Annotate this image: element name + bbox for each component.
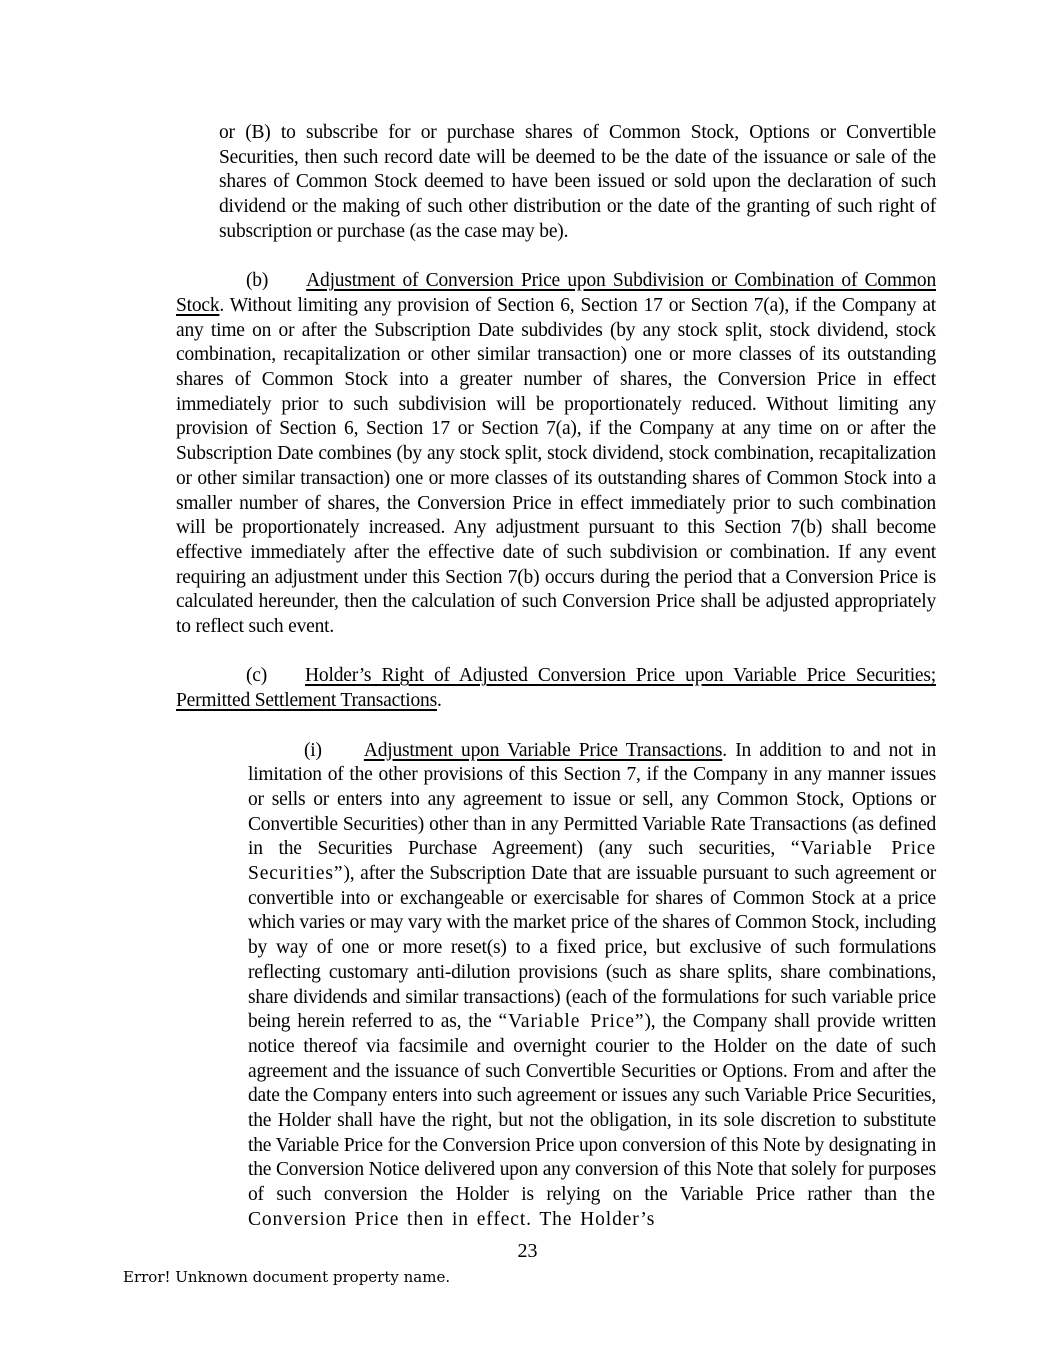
page-number: 23 xyxy=(517,1240,538,1262)
alt-font-run: “Variable Price” xyxy=(498,1011,645,1033)
heading-run: Adjustment of Conversion Price upon Subdivision or Combination of Common Stock xyxy=(176,270,936,316)
alt-font-run: the Conversion Price then in effect. The Holder’s xyxy=(248,1184,936,1230)
text-run: . Without limiting any provision of Section 6, Section 17 or Section 7(a), if the Company at any time on or after the Subscription Date subdivides (by any stock split, stock dividend, stock combination, recapitalization or other similar transaction) one or more classes of its outstanding shares of Common Stock into a greater number of shares, the Conversion Price in effect immediately prior to such subdivision will be proportionately reduced. Without limiting any provision of Section 6, Section 17 or Section 7(a), if the Company at any time on or after the Subscription Date combines (by any stock split, stock dividend, stock combination, recapitalization or other similar transaction) one or more classes of its outstanding shares of Common Stock into a smaller number of shares, the Conversion Price in effect immediately prior to such combination will be proportionately increased. Any adjustment pursuant to this Section 7(b) shall become effective immediately after the effective date of such subdivision or combination. If any event requiring an adjustment under this Section 7(b) occurs during the period that a Conversion Price is calculated hereunder, then the calculation of such Conversion Price shall be adjusted appropriately to reflect such event. xyxy=(176,294,936,638)
text-run: (c) xyxy=(246,665,268,687)
paragraph-section-7c-i xyxy=(248,739,936,1233)
paragraph-section-7b xyxy=(176,269,936,640)
footer-error-text: Error! Unknown document property name. xyxy=(123,1268,451,1286)
document-body xyxy=(176,121,936,1233)
text-run: . xyxy=(436,690,442,712)
text-run: . In addition to and not in limitation of the other provisions of this Section 7, if the Company in any manner issues or sells or enters into any agreement to issue or sell, any Common Stock, Options or Convertible Securities) other than in any Permitted Variable Rate Transactions (as defined in the Securities Purchase Agreement) (any such securities, xyxy=(248,739,936,860)
heading-run: Holder’s Right of Adjusted Conversion Price upon Variable Price Securities; Permitted Settlement Transactions xyxy=(176,665,936,712)
paragraph-record-date-continuation xyxy=(219,121,936,245)
paragraph-section-7c xyxy=(176,664,936,713)
paragraphs xyxy=(176,121,936,1233)
heading-run: Adjustment upon Variable Price Transactions xyxy=(363,739,723,761)
text-run: or (B) to subscribe for or purchase shares of Common Stock, Options or Convertible Securities, then such record date will be deemed to be the date of the issuance or sale of the shares of Common Stock deemed to have been issued or sold upon the declaration of such dividend or the making of such other distribution or the date of the granting of such right of subscription or purchase (as the case may be). xyxy=(219,122,936,242)
text-run: (i) xyxy=(304,739,322,761)
text-run: (b) xyxy=(246,270,269,292)
alt-font-run: “Variable Price Securities” xyxy=(248,838,936,885)
text-run: ), the Company shall provide written notice thereof via facsimile and overnight courier to the Holder on the date of such agreement and the issuance of such Convertible Securities or Options. From and after the date the Company enters into such agreement or issues any such Variable Price Securities, the Holder shall have the right, but not the obligation, in its sole discretion to substitute the Variable Price for the Conversion Price upon conversion of this Note by designating in the Conversion Notice delivered upon any conversion of this Note that solely for purposes of such conversion the Holder is relying on the Variable Price rather than xyxy=(248,1011,937,1206)
text-run: ), after the Subscription Date that are issuable pursuant to such agreement or convertible into or exchangeable or exercisable for shares of Common Stock at a price which varies or may vary with the market price of the shares of Common Stock, including by way of one or more reset(s) to a fixed price, but exclusive of such formulations reflecting customary anti-dilution provisions (such as share splits, share combinations, share dividends and similar transactions) (each of the formulations for such variable price being herein referred to as, the xyxy=(248,863,936,1033)
